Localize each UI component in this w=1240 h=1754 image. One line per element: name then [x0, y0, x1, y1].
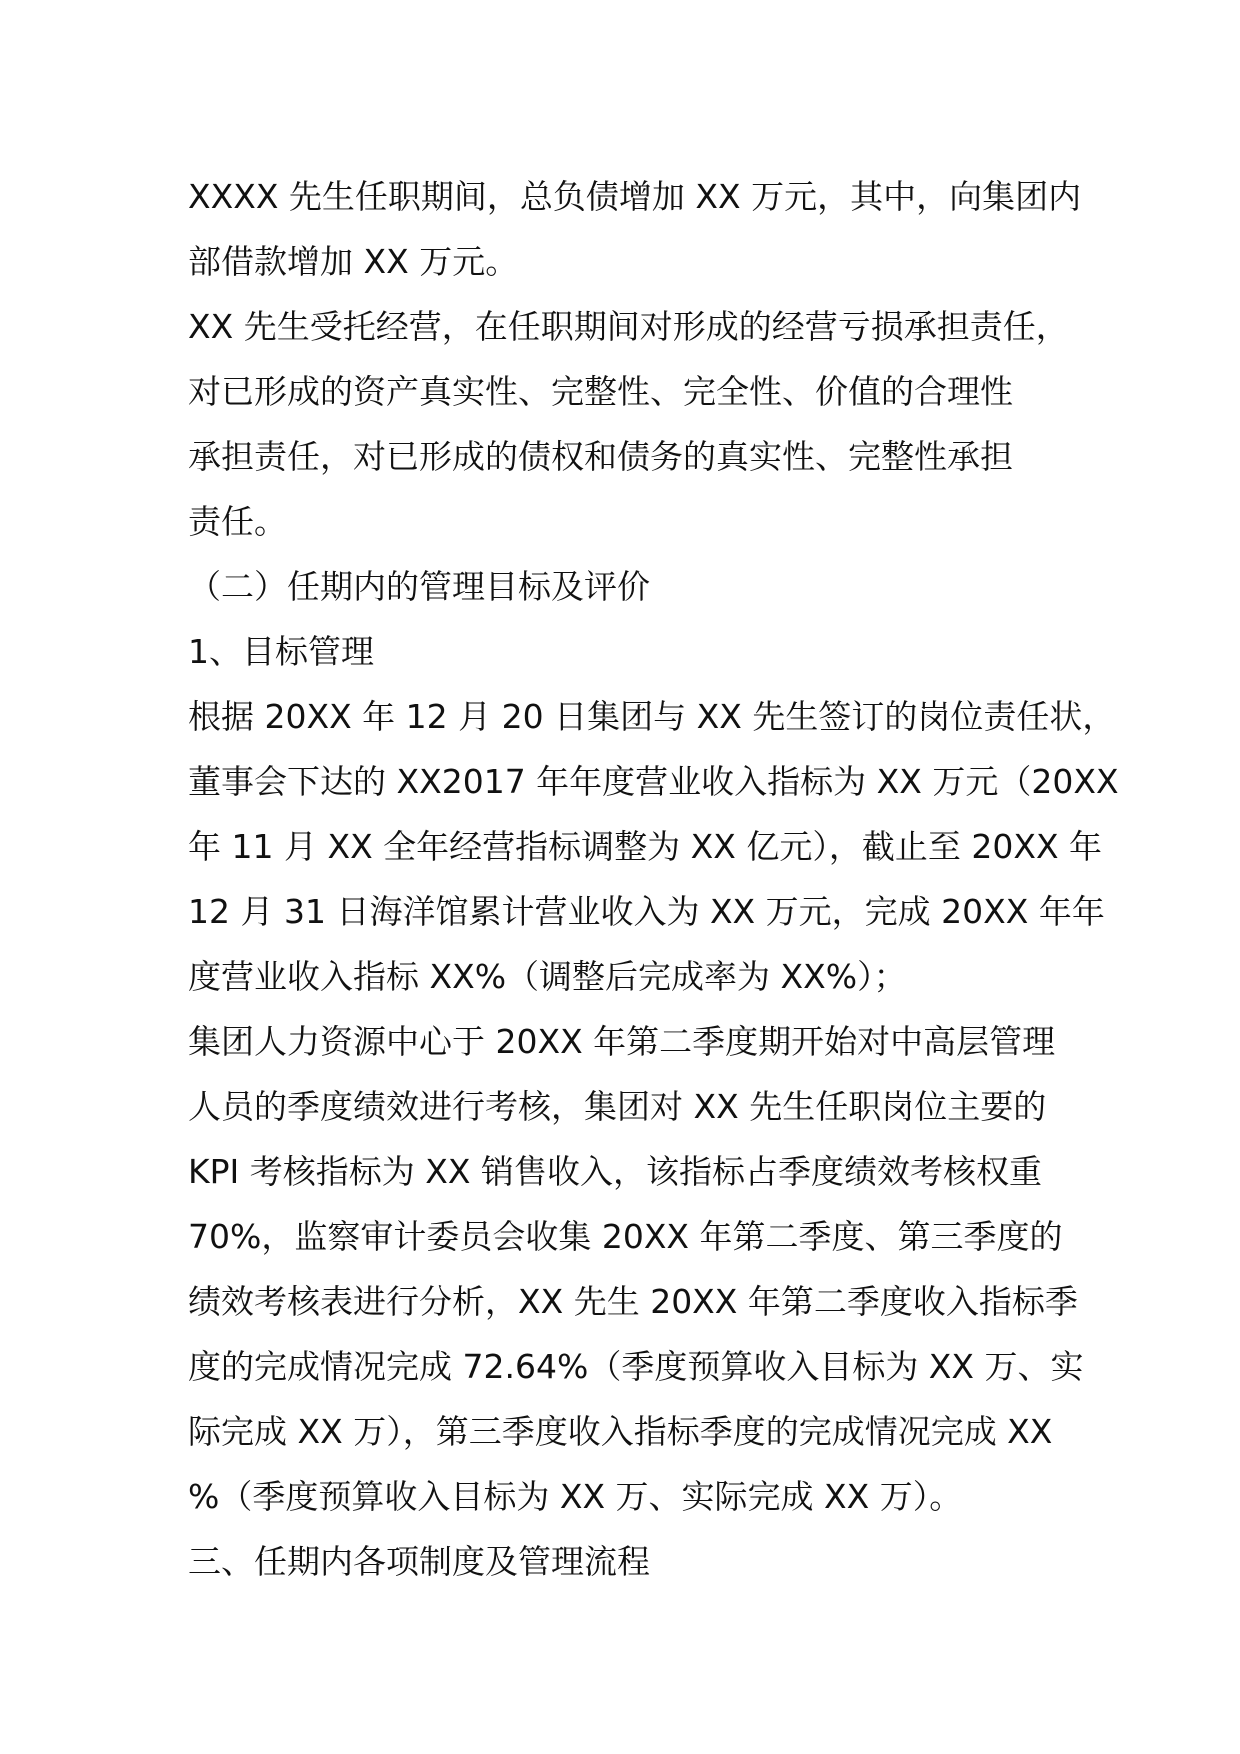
text-line: KPI 考核指标为 XX 销售收入，该指标占季度绩效考核权重 — [188, 1152, 1042, 1191]
text-line: 责任。 — [188, 502, 287, 541]
text-line: 承担责任，对已形成的债权和债务的真实性、完整性承担 — [188, 437, 1013, 476]
text-line: 绩效考核表进行分析，XX 先生 20XX 年第二季度收入指标季 — [188, 1282, 1078, 1321]
text-line: 际完成 XX 万），第三季度收入指标季度的完成情况完成 XX — [188, 1412, 1053, 1451]
section-heading: （二）任期内的管理目标及评价 — [188, 567, 650, 606]
text-line: 部借款增加 XX 万元。 — [188, 242, 519, 281]
text-line: %（季度预算收入目标为 XX 万、实际完成 XX 万）。 — [188, 1477, 963, 1516]
document-body — [188, 164, 1119, 1594]
section-heading: 三、任期内各项制度及管理流程 — [188, 1542, 650, 1581]
text-line: 人员的季度绩效进行考核，集团对 XX 先生任职岗位主要的 — [188, 1087, 1047, 1126]
text-line: XX 先生受托经营，在任职期间对形成的经营亏损承担责任， — [188, 307, 1069, 346]
text-line: 度营业收入指标 XX%（调整后完成率为 XX%）； — [188, 957, 907, 996]
text-line: 度的完成情况完成 72.64%（季度预算收入目标为 XX 万、实 — [188, 1347, 1084, 1386]
text-line: 12 月 31 日海洋馆累计营业收入为 XX 万元，完成 20XX 年年 — [188, 892, 1105, 931]
text-line: 董事会下达的 XX2017 年年度营业收入指标为 XX 万元（20XX — [188, 762, 1119, 801]
text-line: 根据 20XX 年 12 月 20 日集团与 XX 先生签订的岗位责任状， — [188, 697, 1116, 736]
text-line: 对已形成的资产真实性、完整性、完全性、价值的合理性 — [188, 372, 1013, 411]
text-line: 70%，监察审计委员会收集 20XX 年第二季度、第三季度的 — [188, 1217, 1063, 1256]
text-line: 年 11 月 XX 全年经营指标调整为 XX 亿元），截止至 20XX 年 — [188, 827, 1103, 866]
text-line: 集团人力资源中心于 20XX 年第二季度期开始对中高层管理 — [188, 1022, 1056, 1061]
subsection-heading: 1、目标管理 — [188, 632, 374, 671]
text-line: XXXX 先生任职期间，总负债增加 XX 万元，其中，向集团内 — [188, 177, 1082, 216]
